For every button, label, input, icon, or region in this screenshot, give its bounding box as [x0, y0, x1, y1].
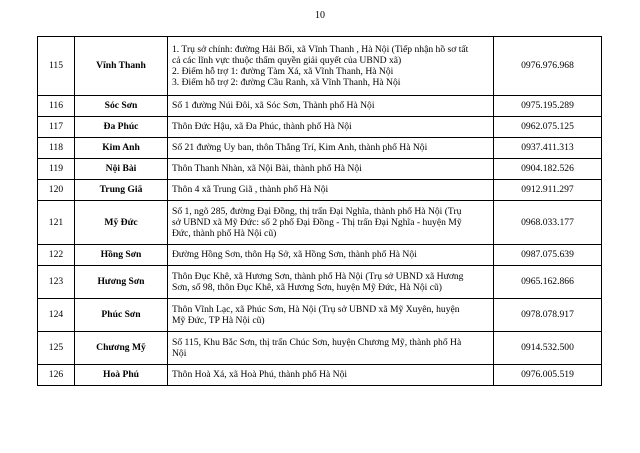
address-line: Đức, thành phố Hà Nội cũ) — [172, 228, 277, 240]
address-line: Thôn Đục Khê, xã Hương Sơn, thành phố Hà Nội (Trụ sở UBND xã Hương — [172, 270, 464, 282]
row-number: 119 — [38, 159, 75, 180]
address-cell — [168, 117, 494, 138]
address-cell — [168, 332, 494, 365]
table-row — [38, 180, 602, 201]
phone-number: 0976.976.968 — [494, 37, 602, 96]
address-cell — [168, 365, 494, 386]
row-number: 121 — [38, 201, 75, 245]
table-row — [38, 245, 602, 266]
address-line: cả các lĩnh vực thuộc thẩm quyền giải quyết của UBND xã) — [172, 54, 402, 66]
phone-number: 0912.911.297 — [494, 180, 602, 201]
address-line: Thôn Vĩnh Lạc, xã Phúc Sơn, Hà Nội (Trụ sở UBND xã Mỹ Xuyên, huyện — [172, 303, 460, 315]
row-number: 124 — [38, 299, 75, 332]
office-table — [37, 36, 602, 386]
row-number: 115 — [38, 37, 75, 96]
table-row — [38, 159, 602, 180]
row-number: 116 — [38, 96, 75, 117]
address-cell — [168, 201, 494, 245]
address-line: Thôn Thanh Nhàn, xã Nội Bài, thành phố Hà Nội — [172, 163, 362, 175]
table-row — [38, 299, 602, 332]
commune-name: Mỹ Đức — [75, 201, 168, 245]
address-line: Số 21 đường Uy ban, thôn Thắng Trí, Kim Anh, thành phố Hà Nội — [172, 142, 428, 154]
address-line: Số 1 đường Núi Đôi, xã Sóc Sơn, Thành phố Hà Nội — [172, 100, 375, 112]
table-row — [38, 201, 602, 245]
address-line: Số 115, Khu Bắc Sơn, thị trấn Chúc Sơn, huyện Chương Mỹ, thành phố Hà — [172, 336, 462, 348]
row-number: 125 — [38, 332, 75, 365]
address-line: Mỹ Đức, TP Hà Nội cũ) — [172, 315, 265, 326]
address-cell — [168, 96, 494, 117]
phone-number: 0937.411.313 — [494, 138, 602, 159]
commune-name: Hương Sơn — [75, 266, 168, 299]
page-number: 10 — [315, 10, 325, 21]
address-line: 1. Trụ sở chính: đường Hải Bối, xã Vĩnh Thanh , Hà Nội (Tiếp nhận hồ sơ tất — [172, 43, 469, 55]
address-line: 2. Điểm hỗ trợ 1: đường Tàm Xá, xã Vĩnh Thanh, Hà Nội — [172, 66, 394, 77]
phone-number: 0976.005.519 — [494, 365, 602, 386]
commune-name: Chương Mỹ — [75, 332, 168, 365]
phone-number: 0987.075.639 — [494, 245, 602, 266]
table-row — [38, 117, 602, 138]
table-row — [38, 266, 602, 299]
address-cell — [168, 138, 494, 159]
row-number: 126 — [38, 365, 75, 386]
address-line: Thôn 4 xã Trung Giã , thành phố Hà Nội — [172, 184, 329, 196]
row-number: 122 — [38, 245, 75, 266]
table-row — [38, 365, 602, 386]
row-number: 123 — [38, 266, 75, 299]
commune-name: Đa Phúc — [75, 117, 168, 138]
address-line: sở UBND xã Mỹ Đức: số 2 phố Đại Đồng - Thị trấn Đại Nghĩa - huyện Mỹ — [172, 216, 462, 228]
phone-number: 0904.182.526 — [494, 159, 602, 180]
address-line: Sơn, số 98, thôn Đục Khê, xã Hương Sơn, huyện Mỹ Đức, Hà Nội cũ) — [172, 282, 442, 293]
table-row — [38, 332, 602, 365]
commune-name: Hồng Sơn — [75, 245, 168, 266]
address-cell — [168, 180, 494, 201]
commune-name: Nội Bài — [75, 159, 168, 180]
address-line: Đường Hồng Sơn, thôn Hạ Sở, xã Hồng Sơn, thành phố Hà Nội — [172, 249, 417, 261]
commune-name: Vĩnh Thanh — [75, 37, 168, 96]
phone-number: 0975.195.289 — [494, 96, 602, 117]
address-line: Số 1, ngõ 285, đường Đại Đồng, thị trấn Đại Nghĩa, thành phố Hà Nội (Trụ — [172, 205, 462, 217]
commune-name: Phúc Sơn — [75, 299, 168, 332]
table-row — [38, 138, 602, 159]
address-line: Thôn Đức Hậu, xã Đa Phúc, thành phố Hà Nội — [172, 121, 352, 133]
office-table-body — [38, 37, 602, 386]
table-row — [38, 37, 602, 96]
address-line: 3. Điểm hỗ trợ 2: đường Cầu Ranh, xã Vĩnh Thanh, Hà Nội — [172, 77, 401, 89]
commune-name: Kim Anh — [75, 138, 168, 159]
row-number: 117 — [38, 117, 75, 138]
row-number: 120 — [38, 180, 75, 201]
address-line: Nội — [172, 348, 187, 359]
phone-number: 0965.162.866 — [494, 266, 602, 299]
phone-number: 0962.075.125 — [494, 117, 602, 138]
phone-number: 0978.078.917 — [494, 299, 602, 332]
commune-name: Trung Giã — [75, 180, 168, 201]
address-cell — [168, 266, 494, 299]
commune-name: Hoà Phú — [75, 365, 168, 386]
phone-number: 0968.033.177 — [494, 201, 602, 245]
row-number: 118 — [38, 138, 75, 159]
commune-name: Sóc Sơn — [75, 96, 168, 117]
table-row — [38, 96, 602, 117]
address-cell — [168, 37, 494, 96]
address-cell — [168, 299, 494, 332]
address-cell — [168, 245, 494, 266]
address-cell — [168, 159, 494, 180]
phone-number: 0914.532.500 — [494, 332, 602, 365]
address-line: Thôn Hoà Xá, xã Hoà Phú, thành phố Hà Nội — [172, 369, 348, 381]
